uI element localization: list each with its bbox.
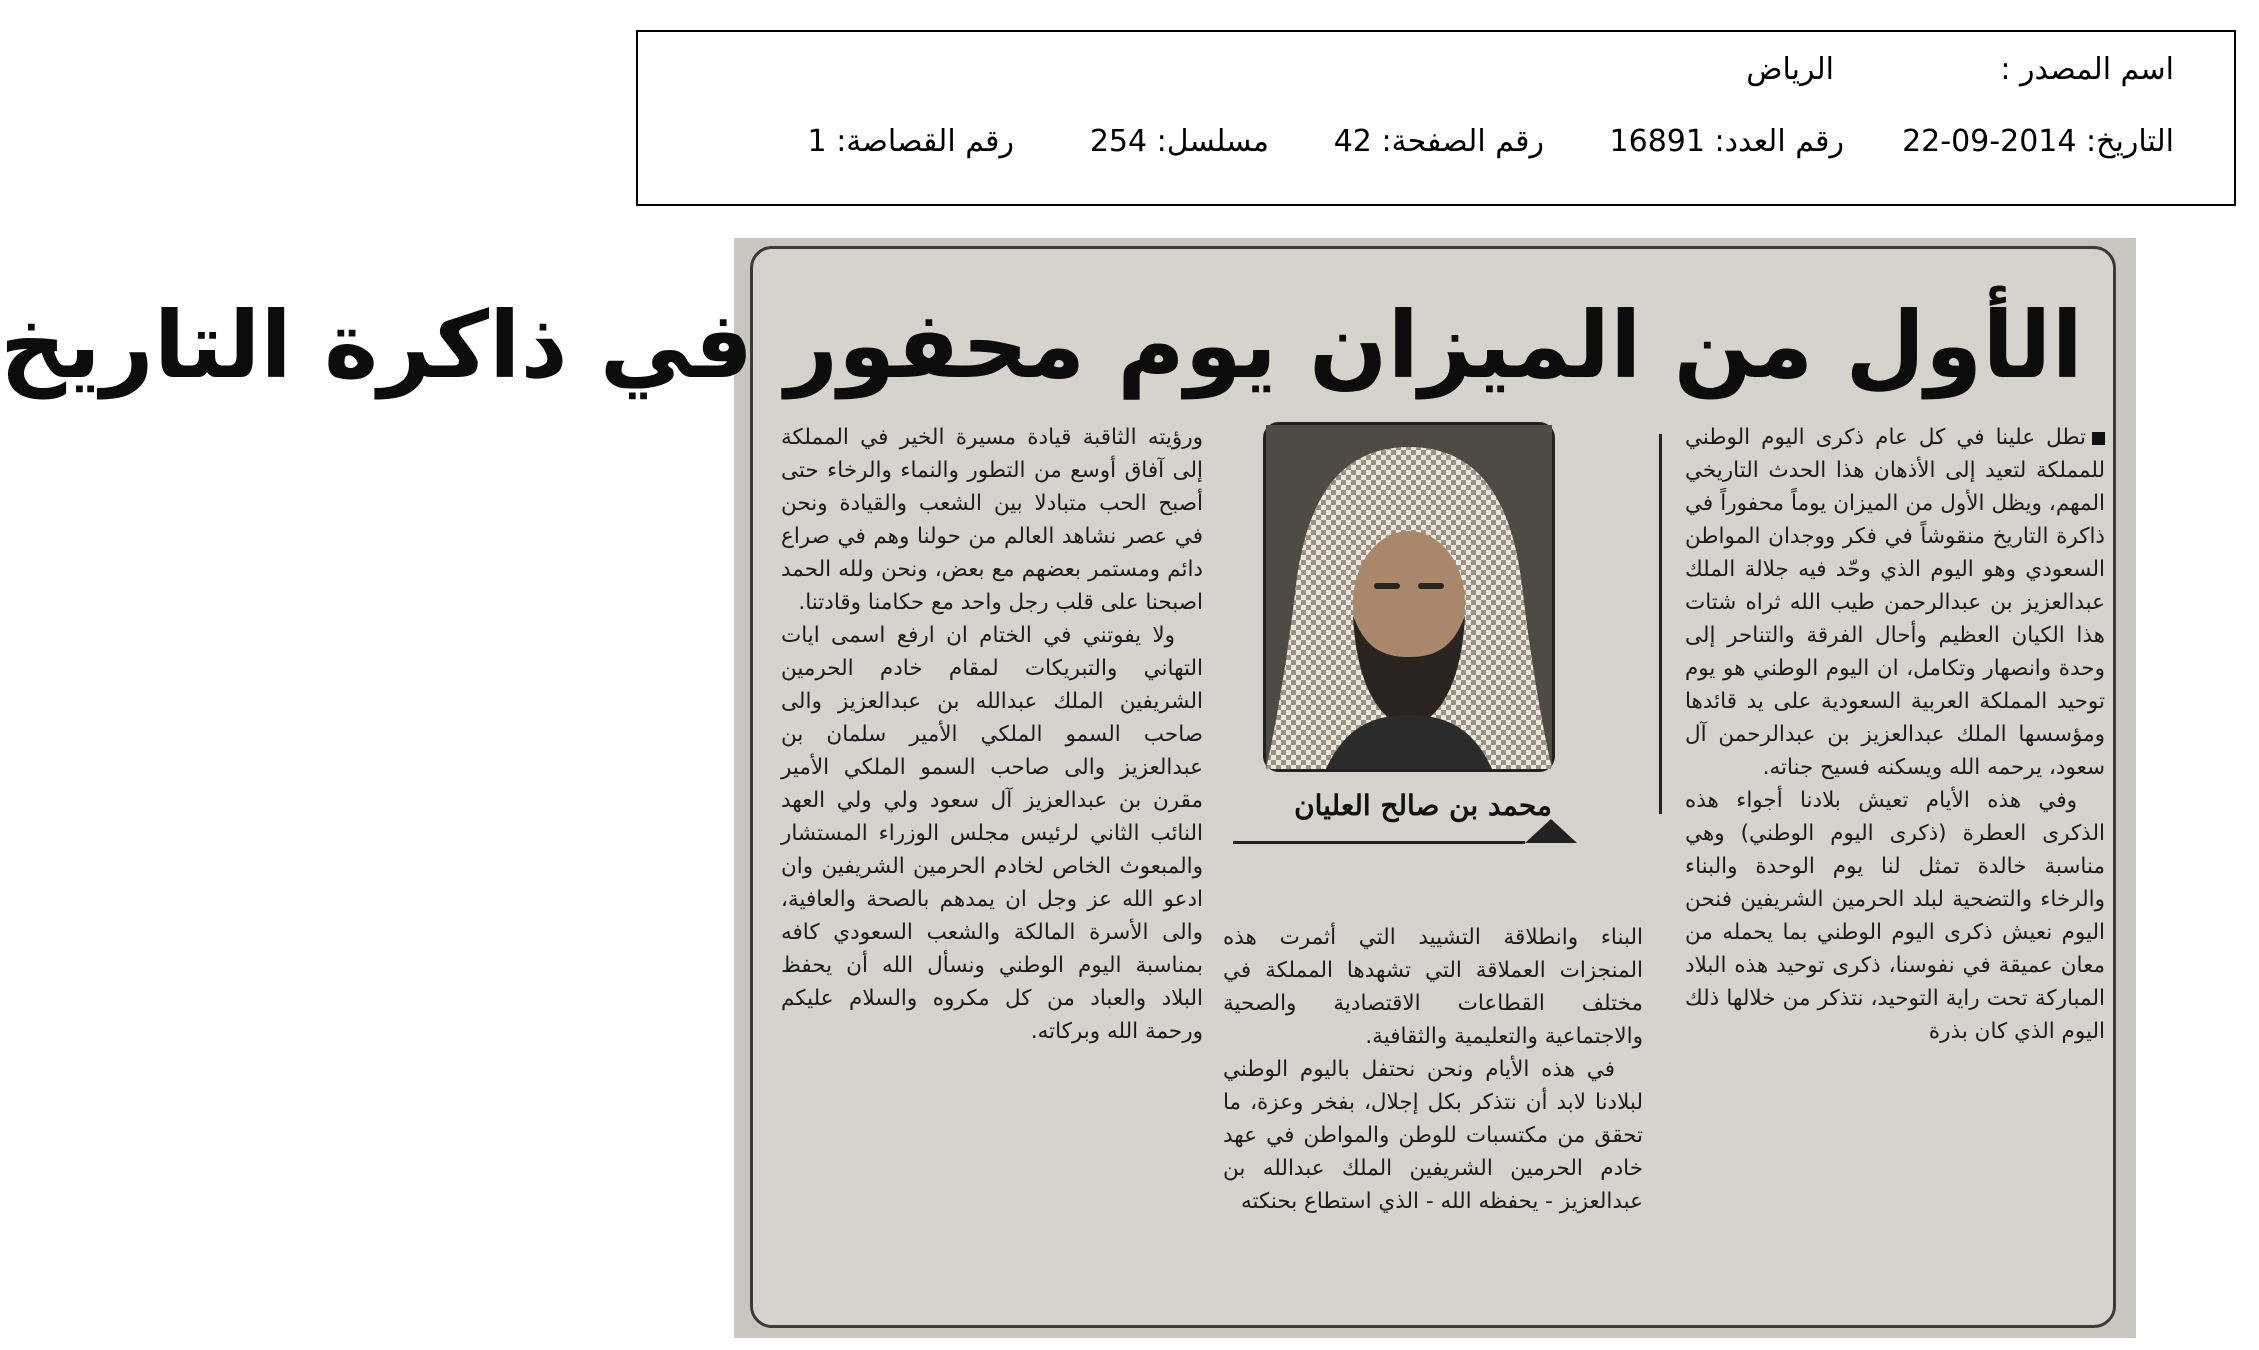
date-label: التاريخ:: [2086, 124, 2174, 159]
bullet-square-icon: [2092, 432, 2105, 445]
paragraph: البناء وانطلاقة التشييد التي أثمرت هذه المنجزات العملاقة التي تشهدها المملكة في مختلف القطاعات الاقتصادية والصحية والاجتماعية والتعليمية والثقافية.: [1223, 925, 1643, 1049]
article-headline: الأول من الميزان يوم محفور في ذاكرة التاريخ: [0, 292, 2083, 399]
metadata-box: [636, 30, 2236, 206]
author-portrait-icon: [1266, 425, 1552, 769]
article-frame: [0, 246, 2116, 1328]
date-value: 2014-09-22: [1902, 124, 2077, 159]
article-column-left: [781, 421, 1203, 1048]
clip-label: رقم القصاصة:: [836, 124, 1014, 159]
date-field: [1902, 124, 2174, 159]
page-field: [1334, 124, 1544, 159]
serial-label: مسلسل:: [1156, 124, 1269, 159]
paragraph: ورؤيته الثاقبة قيادة مسيرة الخير في المملكة إلى آفاق أوسع من التطور والنماء والرخاء حتى أصبح الحب متبادلا بين الشعب والقيادة ونحن في عصر نشاهد العالم من حولنا وهم في صراع دائم ومستمر بعضهم مع بعض، ونحن ولله الحمد اصبحنا على قلب رجل واحد مع حكامنا وقادتنا.: [781, 425, 1203, 615]
column-divider: [1659, 434, 1662, 814]
paragraph: ولا يفوتني في الختام ان ارفع اسمى ايات التهاني والتبريكات لمقام خادم الحرمين الشريفين الملك عبدالله بن عبدالعزيز والى صاحب السمو الملكي الأمير سلمان بن عبدالعزيز والى صاحب السمو الملكي الأمير مقرن بن عبدالعزيز آل سعود ولي ولي العهد النائب الثاني لرئيس مجلس الوزراء المستشار والمبعوث الخاص لخادم الحرمين الشريفين وان ادعو الله عز وجل ان يمدهم بالصحة والعافية، والى الأسرة المالكة والشعب السعودي كافه بمناسبة اليوم الوطني ونسأل الله أن يحفظ البلاد والعباد من كل مكروه والسلام عليكم ورحمة الله وبركاته.: [781, 623, 1203, 1044]
serial-value: 254: [1089, 124, 1148, 159]
source-label: اسم المصدر :: [2000, 52, 2174, 87]
byline-rule: [1233, 841, 1525, 844]
divider-ornament-icon: [1525, 819, 1577, 843]
source-value: الرياض: [1746, 52, 1834, 87]
details-row: [694, 124, 2174, 164]
clip-value: 1: [807, 124, 827, 159]
serial-field: [1090, 124, 1269, 159]
article-column-right: [1685, 421, 2105, 1048]
issue-value: 16891: [1609, 124, 1705, 159]
page-label: رقم الصفحة:: [1381, 124, 1544, 159]
author-byline: محمد بن صالح العليان: [1294, 789, 1552, 822]
issue-label: رقم العدد:: [1714, 124, 1844, 159]
page-value: 42: [1333, 124, 1372, 159]
paragraph: تطل علينا في كل عام ذكرى اليوم الوطني للمملكة لتعيد إلى الأذهان هذا الحدث التاريخي المهم، ويظل الأول من الميزان يوماً محفوراً في ذاكرة التاريخ منقوشاً في فكر ووجدان المواطن السعودي وهو اليوم الذي وحّد فيه جلالة الملك عبدالعزيز بن عبدالرحمن طيب الله ثراه شتات هذا الكيان العظيم وأحال الفرقة والتناحر إلى وحدة وانصهار وتكامل، ان اليوم الوطني هو يوم توحيد المملكة العربية السعودية على يد قائدها ومؤسسها الملك عبدالعزيز بن عبدالرحمن آل سعود، يرحمه الله ويسكنه فسيح جناته.: [1685, 425, 2105, 780]
newspaper-clipping: [0, 238, 2136, 1338]
author-photo: [1263, 422, 1555, 772]
paragraph: في هذه الأيام ونحن نحتفل باليوم الوطني لبلادنا لابد أن نتذكر بكل إجلال، بفخر وعزة، ما تحقق من مكتسبات للوطن والمواطن في عهد خادم الحرمين الشريفين الملك عبدالله بن عبدالعزيز - يحفظه الله - الذي استطاع بحنكته: [1223, 1057, 1643, 1214]
source-row: [694, 52, 2174, 92]
clip-field: [808, 124, 1014, 159]
paragraph: وفي هذه الأيام تعيش بلادنا أجواء هذه الذكرى العطرة (ذكرى اليوم الوطني) وهي مناسبة خالدة تمثل لنا يوم الوحدة والبناء والرخاء والتضحية لبلد الحرمين الشريفين فنحن اليوم نعيش ذكرى اليوم الوطني بما يحمله من معان عميقة في نفوسنا، ذكرى توحيد هذه البلاد المباركة تحت راية التوحيد، نتذكر من خلالها ذلك اليوم الذي كان بذرة: [1685, 788, 2105, 1044]
article-column-middle: [1223, 921, 1643, 1218]
issue-field: [1610, 124, 1844, 159]
